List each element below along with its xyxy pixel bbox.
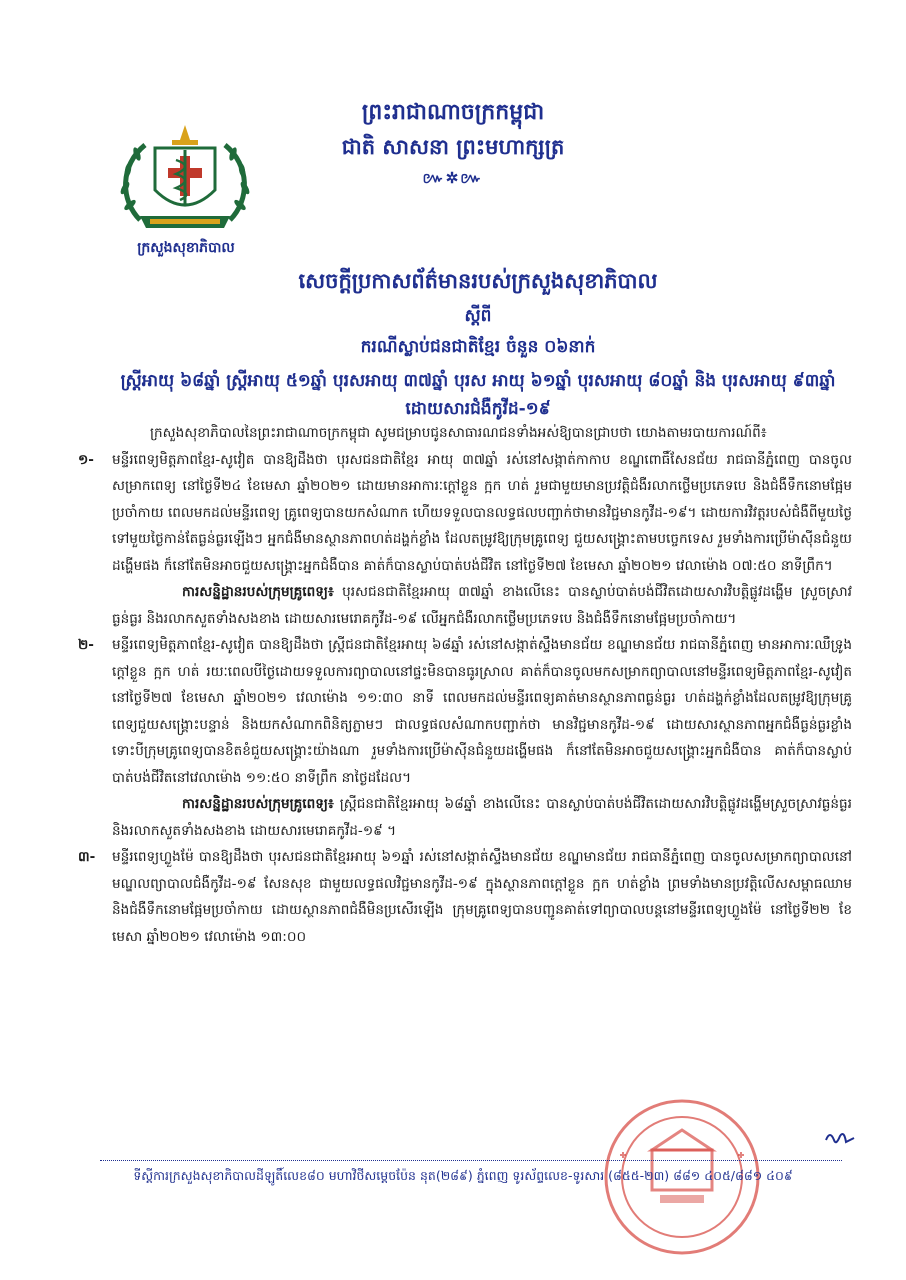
- footer-divider: [100, 1160, 842, 1161]
- case-item: [80, 447, 852, 580]
- case-conclusion: [80, 579, 852, 632]
- case-item: [80, 632, 852, 791]
- signature-mark: [822, 1128, 858, 1148]
- announcement-title: [120, 268, 836, 423]
- case-number: ១-: [78, 451, 94, 468]
- case-number: ២-: [78, 637, 94, 653]
- case-number: ៣-: [78, 849, 96, 865]
- title-line-1: សេចក្តីប្រកាសព័ត៌មានរបស់ក្រសួងសុខាភិបាល: [298, 269, 658, 293]
- conclusion-text: បុរសជនជាតិខ្មែរអាយុ ៣៧ឆ្នាំ ខាងលើនេះ បានស្លាប់បាត់បង់ជីវិតដោយសារវិបត្តិផ្លូវដង្ហើម ស្រួចស្រាវធ្ងន់ធ្ងរ និងរលាកសួតទាំងសងខាង ដោយសារមេរោគកូវីដ-១៩ លើអ្នកជំងឺរលាកថ្លើមប្រភេទបេ និងជំងឺទឹកនោមផ្អែមប្រចាំកាយ។: [112, 584, 852, 627]
- case-text: មន្ទីរពេទ្យហ្លួងម៉ែ បានឱ្យដឹងថា បុរសជនជាតិខ្មែរអាយុ ៦១ឆ្នាំ រស់នៅសង្កាត់ស្ទឹងមានជ័យ ខណ្ឌមានជ័យ រាជធានីភ្នំពេញ បានចូលសម្រាកព្យាបាលនៅមណ្ឌលព្យាបាលជំងឺកូវីដ-១៩ សែនសុខ ជាមួយលទ្ធផលវិជ្ជមានកូវីដ-១៩ ក្នុងស្ថានភាពក្តៅខ្លួន ក្អក ហត់ខ្លាំង ព្រមទាំងមានប្រវត្តិលើសសម្ពាធឈាម និងជំងឺទឹកនោមផ្អែមប្រចាំកាយ ដោយស្ថានភាពជំងឺមិនប្រសើរឡើង ក្រុមគ្រូពេទ្យបានបញ្ជូនគាត់ទៅព្យាបាលបន្តនៅមន្ទីរពេទ្យហ្លួងម៉ែ នៅថ្ងៃទី២២ ខែមេសា ឆ្នាំ២០២១ វេលាម៉ោង ១៣:០០: [112, 849, 852, 945]
- intro-paragraph: ក្រសួងសុខាភិបាលនៃព្រះរាជាណាចក្រកម្ពុជា សូមជម្រាបជូនសាធារណជនទាំងអស់ឱ្យបានជ្រាបថា យោងតាមរបាយការណ៍ពី៖: [150, 425, 767, 441]
- header-ornament: ៚✲៚: [422, 169, 484, 187]
- title-line-4: ស្ត្រីអាយុ ៦៨ឆ្នាំ ស្ត្រីអាយុ ៥១ឆ្នាំ បុរសអាយុ ៣៧ឆ្នាំ បុរស អាយុ ៦១ឆ្នាំ បុរសអាយុ ៨០ឆ្នាំ និង បុរសអាយុ ៩៣ឆ្នាំ ដោយសារជំងឺកូវីដ-១៩: [120, 371, 836, 419]
- case-text: មន្ទីរពេទ្យមិត្តភាពខ្មែរ-សូវៀត បានឱ្យដឹងថា ស្ត្រីជនជាតិខ្មែរអាយុ ៦៨ឆ្នាំ រស់នៅសង្កាត់ស្ទឹងមានជ័យ ខណ្ឌមានជ័យ រាជធានីភ្នំពេញ មានអាការៈឈឺទ្រូង ក្តៅខ្លួន ក្អក ហត់ រយៈពេលបីថ្ងៃដោយទទួលការព្យាបាលនៅផ្ទះមិនបានធូរស្រាល គាត់ក៏បានចូលមកសម្រាកព្យាបាលនៅមន្ទីរពេទ្យមិត្តភាពខ្មែរ-សូវៀត នៅថ្ងៃទី២៧ ខែមេសា ឆ្នាំ២០២១ វេលាម៉ោង ១១:៣០ នាទី ពេលមកដល់មន្ទីរពេទ្យគាត់មានស្ថានភាពធ្ងន់ធ្ងរ ហត់ដង្ហក់ខ្លាំងដែលតម្រូវឱ្យក្រុមគ្រូពេទ្យជួយសង្គ្រោះបន្ទាន់ និងយកសំណាកពិនិត្យភ្លាមៗ ជាលទ្ធផលសំណាកបញ្ជាក់ថា មានវិជ្ជមានកូវីដ-១៩ ដោយសារស្ថានភាពអ្នកជំងឺធ្ងន់ធ្ងរខ្លាំងទោះបីក្រុមគ្រូពេទ្យបានខិតខំជួយសង្គ្រោះយ៉ាងណា រួមទាំងការប្រើម៉ាស៊ីនជំនួយដង្ហើមផង ក៏នៅតែមិនអាចជួយសង្គ្រោះអ្នកជំងឺបាន គាត់ក៏បានស្លាប់បាត់បង់ជីវិតនៅវេលាម៉ោង ១១:៥០ នាទីព្រឹក នាថ្ងៃដដែល។: [112, 637, 852, 786]
- case-conclusion: [80, 791, 852, 844]
- kingdom-header: [0, 98, 906, 191]
- conclusion-label: ការសន្និដ្ឋានរបស់ក្រុមគ្រូពេទ្យ៖: [182, 796, 334, 812]
- case-item: [80, 844, 852, 950]
- national-motto: ជាតិ សាសនា ព្រះមហាក្សត្រ: [341, 134, 565, 159]
- title-line-2: ស្តីពី: [464, 306, 492, 326]
- conclusion-label: ការសន្និដ្ឋានរបស់ក្រុមគ្រូពេទ្យ៖: [182, 584, 334, 600]
- kingdom-name: ព្រះរាជាណាចក្រកម្ពុជា: [361, 99, 545, 125]
- case-text: មន្ទីរពេទ្យមិត្តភាពខ្មែរ-សូវៀត បានឱ្យដឹងថា បុរសជនជាតិខ្មែរ អាយុ ៣៧ឆ្នាំ រស់នៅសង្កាត់កាកាប ខណ្ឌពោធិ៍សែនជ័យ រាជធានីភ្នំពេញ បានចូលសម្រាកពេទ្យ នៅថ្ងៃទី២៤ ខែមេសា ឆ្នាំ២០២១ ដោយមានអាការៈក្តៅខ្លួន ក្អក ហត់ រួមជាមួយមានប្រវត្តិជំងឺរលាកថ្លើមប្រភេទបេ និងជំងឺទឹកនោមផ្អែមប្រចាំកាយ ពេលមកដល់មន្ទីរពេទ្យ គ្រូពេទ្យបានយកសំណាក ហើយទទួលបានលទ្ធផលបញ្ជាក់ថាមានវិជ្ជមានកូវីដ-១៩។ ដោយការវិវត្តរបស់ជំងឺពីមួយថ្ងៃទៅមួយថ្ងៃកាន់តែធ្ងន់ធ្ងរឡើងៗ អ្នកជំងឺមានស្ថានភាពហត់ដង្ហក់ខ្លាំង ដែលតម្រូវឱ្យក្រុមគ្រូពេទ្យ ជួយសង្គ្រោះតាមបច្ចេកទេស រួមទាំងការប្រើម៉ាស៊ីនជំនួយដង្ហើមផង ក៏នៅតែមិនអាចជួយសង្គ្រោះអ្នកជំងឺបាន គាត់ក៏បានស្លាប់បាត់បង់ជីវិត នៅថ្ងៃទី២៧ ខែមេសា ឆ្នាំ២០២១ វេលាម៉ោង ០៧:៥០ នាទីព្រឹក។: [112, 451, 852, 574]
- document-body: [80, 420, 852, 950]
- conclusion-text: ស្ត្រីជនជាតិខ្មែរអាយុ ៦៨ឆ្នាំ ខាងលើនេះ បានស្លាប់បាត់បង់ជីវិតដោយសារវិបត្តិផ្លូវដង្ហើមស្រួចស្រាវធ្ងន់ធ្ងរ និងរលាកសួតទាំងសងខាង ដោយសារមេរោគកូវីដ-១៩ ។: [112, 796, 852, 839]
- ministry-name: ក្រសួងសុខាភិបាល: [137, 240, 235, 256]
- title-line-3: ករណីស្លាប់ជនជាតិខ្មែរ ចំនួន ០៦នាក់: [360, 337, 596, 357]
- footer-address: ទីស្តីការក្រសួងសុខាភិបាលដីឡូតិ៍លេខ៨០ មហាវិថីសម្តេចប៉ែន នុត(២៨៩) ភ្នំពេញ ទូរស័ព្ទលេខ-ទូរសារ (៨៥៥-២៣) ៨៨១ ៤០៥/៨៨១ ៤០៩: [133, 1168, 793, 1183]
